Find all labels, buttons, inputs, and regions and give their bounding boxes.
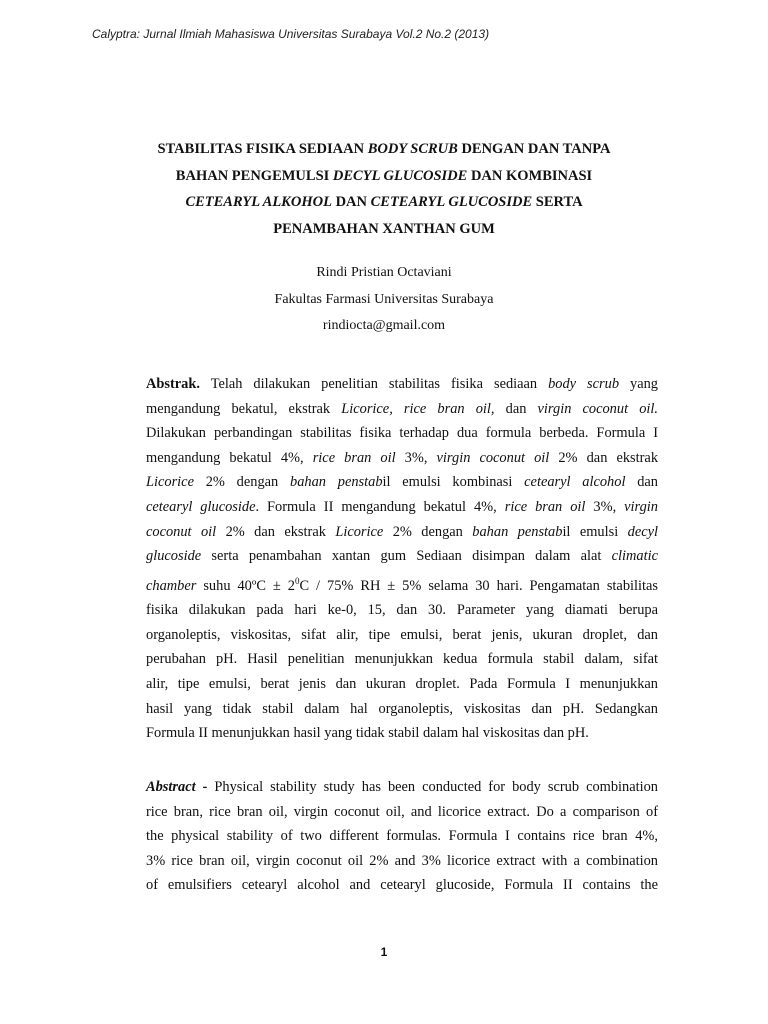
title-line-2: BAHAN PENGEMULSI DECYL GLUCOSIDE DAN KOMBINASI	[175, 167, 593, 184]
author-email: rindiocta@gmail.com	[322, 318, 446, 333]
title-line-3: CETEARYL ALKOHOL DAN CETEARYL GLUCOSIDE SERTA	[185, 194, 583, 210]
abstract-line: Abstract - Physical stability study has been conducted for body scrub combination	[146, 779, 659, 795]
abstrak-line: hasil yang tidak stabil dalam hal organoleptis, viskositas dan pH. Sedangkan	[146, 700, 658, 717]
abstrak-line: Formula II menunjukkan hasil yang tidak stabil dalam hal viskositas dan pH.	[146, 725, 589, 742]
abstrak-line: organoleptis, viskositas, sifat alir, tipe emulsi, berat jenis, ukuran droplet, dan	[146, 626, 658, 643]
abstrak-line: perubahan pH. Hasil penelitian menunjukkan kedua formula stabil dalam, sifat	[146, 651, 658, 668]
abstract-line: the physical stability of two different formulas. Formula I contains rice bran 4%,	[146, 828, 658, 845]
abstract-label: Abstract -	[146, 779, 208, 795]
running-header: Calyptra: Jurnal Ilmiah Mahasiswa Universitas Surabaya Vol.2 No.2 (2013)	[92, 27, 490, 41]
abstrak-line: Abstrak. Telah dilakukan penelitian stabilitas fisika sediaan body scrub yang	[146, 376, 658, 392]
abstrak-line: mengandung bekatul 4%, rice bran oil 3%, virgin coconut oil 2% dan ekstrak	[146, 449, 659, 466]
abstrak-line: coconut oil 2% dan ekstrak Licorice 2% dengan bahan penstabil emulsi decyl	[146, 523, 658, 540]
abstract-paragraph	[146, 775, 658, 898]
title-line-4: PENAMBAHAN XANTHAN GUM	[273, 220, 495, 237]
abstrak-line: Licorice 2% dengan bahan penstabil emulsi kombinasi cetearyl alcohol dan	[146, 474, 658, 491]
title-line-1: STABILITAS FISIKA SEDIAAN BODY SCRUB DENGAN DAN TANPA	[157, 141, 611, 157]
abstrak-line: Dilakukan perbandingan stabilitas fisika terhadap dua formula berbeda. Formula I	[146, 425, 658, 442]
abstrak-line: chamber suhu 40ºC ± $2^0C / 75\%$ RH ± 5% selama 30 hari. Pengamatan stabilitas	[146, 575, 658, 594]
author-block	[100, 260, 668, 340]
abstrak-line: cetearyl glucoside. Formula II mengandung bekatul 4%, rice bran oil 3%, virgin	[146, 498, 658, 515]
abstrak-line: alir, tipe emulsi, berat jenis dan ukuran droplet. Pada Formula I menunjukkan	[146, 675, 658, 692]
abstrak-line: fisika dilakukan pada hari ke-0, 15, dan 30. Parameter yang diamati berupa	[146, 602, 658, 619]
abstrak-line: glucoside serta penambahan xantan gum Sediaan disimpan dalam alat climatic	[146, 548, 658, 565]
paper-title	[120, 136, 648, 242]
author-affiliation: Fakultas Farmasi Universitas Surabaya	[274, 291, 494, 307]
abstrak-line: mengandung bekatul, ekstrak Licorice, rice bran oil, dan virgin coconut oil.	[146, 400, 658, 417]
abstract-line: of emulsifiers cetearyl alcohol and cetearyl glucoside, Formula II contains the	[146, 877, 658, 894]
abstract-line: rice bran, rice bran oil, virgin coconut oil, and licorice extract. Do a comparison of	[146, 803, 658, 820]
abstrak-paragraph	[146, 372, 658, 746]
page-number: 1	[380, 945, 388, 959]
author-name: Rindi Pristian Octaviani	[316, 265, 452, 280]
abstrak-label: Abstrak.	[146, 376, 200, 392]
abstract-line: 3% rice bran oil, virgin coconut oil 2% and 3% licorice extract with a combination	[146, 852, 658, 869]
